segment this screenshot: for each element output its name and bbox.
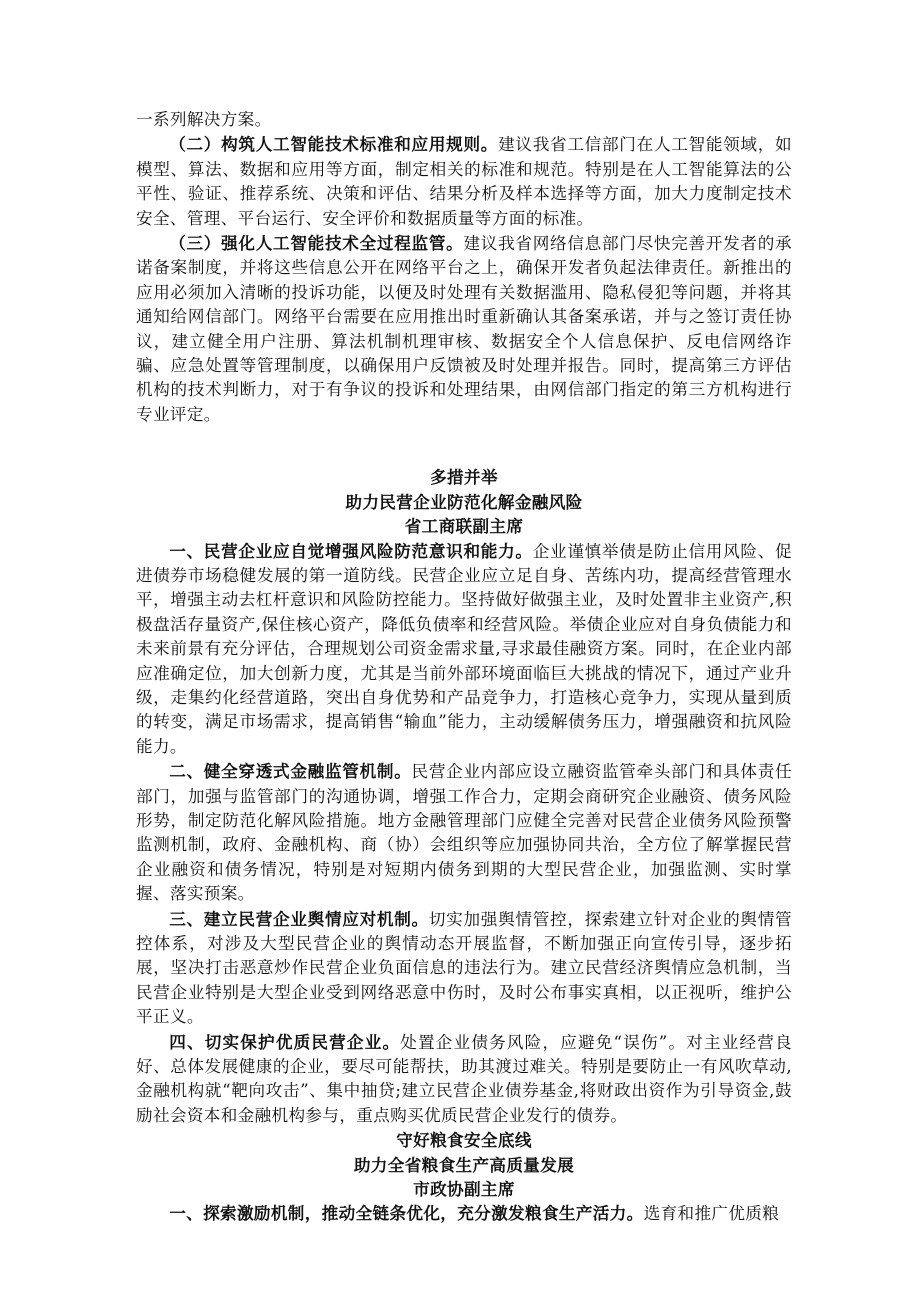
finance-author: 省工商联副主席 — [404, 516, 524, 537]
grain-title-line2: 助力全省粮食生产高质量发展 — [353, 1154, 575, 1175]
finance-item2-body: 民营企业内部应设立融资监管牵头部门和具体责任部门，加强与监管部门的沟通协调，增强工作合力，定期会商研究企业融资、债务风险形势，制定防范化解风险措施。地方金融管理部门应健全完善对民营企业债务风险预警监测机制，政府、金融机构、商（协）会组织等应加强协同共治，全方位了解掌握民营企业融资和债务情况，特别是对短期内债务到期的大型民营企业，加强监测、实时掌握、落实预案。 — [136, 762, 792, 904]
finance-item3-paragraph — [136, 907, 792, 1030]
finance-item4-heading: 四、切实保护优质民营企业。 — [169, 1031, 401, 1052]
grain-item1-paragraph — [136, 1201, 792, 1226]
ai-item2-paragraph — [136, 132, 792, 231]
finance-item1-body: 企业谨慎举债是防止信用风险、促进债券市场稳健发展的第一道防线。民营企业应立足自身、苦练内功，提高经营管理水平，增强主动去杠杆意识和风险防控能力。坚持做好做强主业，及时处置非主业资产,积极盘活存量资产,保住核心资产，降低负债率和经营风险。举债企业应对自身负债能力和未来前景有充分评估，合理规划公司资金需求量,寻求最佳融资方案。同时，在企业内部应准确定位，加大创新力度，尤其是当前外部环境面临巨大挑战的情况下，通过产业升级，走集约化经营道路，突出自身优势和产品竞争力，打造核心竞争力，实现从量到质的转变，满足市场需求，提高销售“输血”能力，主动缓解债务压力，增强融资和抗风险能力。 — [136, 541, 792, 756]
grain-author: 市政协副主席 — [413, 1179, 515, 1200]
finance-item4-paragraph — [136, 1030, 792, 1129]
ai-item2-heading: （二）构筑人工智能技术标准和应用规则。 — [169, 134, 499, 155]
finance-title-line2: 助力民营企业防范化解金融风险 — [345, 491, 583, 512]
finance-item2-paragraph — [136, 759, 792, 906]
finance-item3-heading: 三、建立民营企业舆情应对机制。 — [169, 908, 429, 929]
ai-item3-heading: （三）强化人工智能技术全过程监管。 — [169, 233, 464, 254]
ai-continuation-paragraph: 一系列解决方案。 — [136, 110, 272, 129]
finance-item3-body: 切实加强舆情管控，探索建立针对企业的舆情管控体系，对涉及大型民营企业的舆情动态开展监督，不断加强正向宣传引导，逐步拓展，坚决打击恶意炒作民营企业负面信息的违法行为。建立民营经济舆情应急机制，当民营企业特别是大型企业受到网络恶意中伤时，及时公布事实真相，以正视听，维护公平正义。 — [136, 909, 792, 1027]
finance-item1-paragraph — [136, 539, 792, 760]
finance-item4-body: 处置企业债务风险，应避免“误伤”。对主业经营良好、总体发展健康的企业，要尽可能帮扶，助其渡过难关。特别是要防止一有风吹草动,金融机构就“靶向攻击”、集中抽贷;建立民营企业债券基金,将财政出资作为引导资金,鼓励社会资本和金融机构参与，重点购买优质民营企业发行的债券。 — [136, 1032, 792, 1125]
ai-item3-body: 建议我省网络信息部门尽快完善开发者的承诺备案制度，并将这些信息公开在网络平台之上，确保开发者负起法律责任。新推出的应用必须加入清晰的投诉功能，以便及时处理有关数据滥用、隐私侵犯等问题，并将其通知给网信部门。网络平台需要在应用推出时重新确认其备案承诺，并与之签订责任协议，建立健全用户注册、算法机制机理审核、数据安全个人信息保护、反电信网络诈骗、应急处置等管理制度，以确保用户反馈被及时处理并报告。同时，提高第三方评估机构的技术判断力，对于有争议的投诉和处理结果，由网信部门指定的第三方机构进行专业评定。 — [136, 234, 792, 424]
ai-item3-paragraph — [136, 231, 792, 427]
grain-item1-heading: 一、探索激励机制，推动全链条优化，充分激发粮食生产活力。 — [169, 1203, 644, 1224]
finance-item2-heading: 二、健全穿透式金融监管机制。 — [169, 761, 412, 782]
ai-item2-body: 建议我省工信部门在人工智能领域，如模型、算法、数据和应用等方面，制定相关的标准和规范。特别是在人工智能算法的公平性、验证、推荐系统、决策和评估、结果分析及样本选择等方面，加大力度制定技术安全、管理、平台运行、安全评价和数据质量等方面的标准。 — [136, 135, 793, 228]
grain-title-line1: 守好粮食安全底线 — [396, 1130, 532, 1151]
finance-title-line1: 多措并举 — [430, 467, 498, 488]
grain-item1-body: 选育和推广优质粮 — [643, 1204, 780, 1224]
document-page — [136, 108, 792, 1227]
section-spacer — [136, 427, 792, 451]
finance-item1-heading: 一、民营企业应自觉增强风险防范意识和能力。 — [169, 540, 533, 561]
